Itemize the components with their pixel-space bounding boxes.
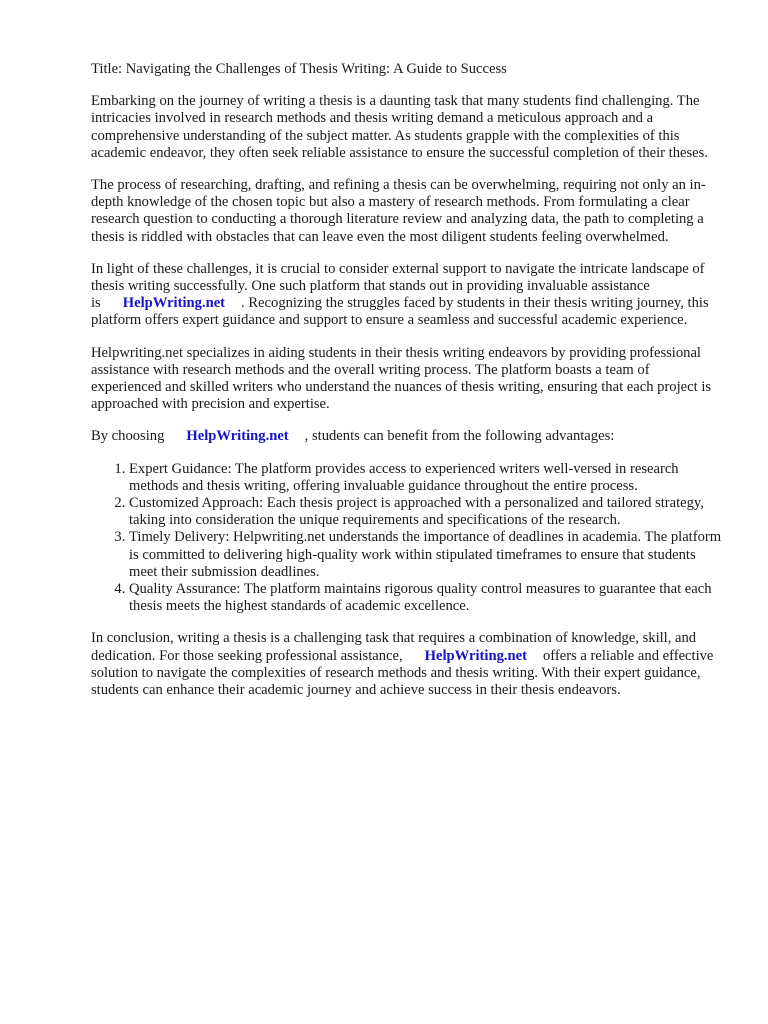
paragraph-challenges-text-before: In light of these challenges, it is crucial to consider external support to navigate the intricate landscape of thesis writing successfully. One such platform that stands out in providing invaluable assistance is — [91, 260, 705, 312]
paragraph-choosing-text-after: , students can benefit from the following advantages: — [304, 428, 615, 445]
paragraph-intro: Embarking on the journey of writing a thesis is a daunting task that many students find challenging. The intricacies involved in research methods and thesis writing demand a meticulous approach and a comprehensive understanding of the subject matter. As students grapple with the complexities of this academic endeavor, they often seek reliable assistance to ensure the successful completion of their theses. — [91, 93, 708, 161]
paragraph-choosing-text-before: By choosing — [91, 428, 165, 445]
helpwriting-link-1[interactable]: HelpWriting.net — [122, 295, 226, 312]
paragraph-conclusion-text-before: In conclusion, writing a thesis is a challenging task that requires a combination of knowledge, skill, and dedication. For those seeking professional assistance, — [91, 630, 697, 664]
advantages-list — [91, 461, 722, 616]
document-title: Title: Navigating the Challenges of Thesis Writing: A Guide to Success — [91, 61, 507, 77]
helpwriting-link-2[interactable]: HelpWriting.net — [186, 428, 289, 445]
paragraph-conclusion-text-after: offers a reliable and effective solution to navigate the complexities of research methods and thesis writing. With their expert guidance, students can enhance their academic journey and achieve success in their thesis endeavors. — [91, 647, 714, 699]
advantage-item-quality-assurance: 4. Quality Assurance: The platform maintains rigorous quality control measures to guarantee that each thesis meets the highest standards of academic excellence. — [129, 581, 722, 615]
advantage-item-timely-delivery: 3. Timely Delivery: Helpwriting.net understands the importance of deadlines in academia. The platform is committed to delivering high-quality work within stipulated timeframes to ensure that students meet their submission deadlines. — [129, 529, 722, 581]
advantage-item-expert-guidance: 1. Expert Guidance: The platform provides access to experienced writers well-versed in research methods and thesis writing, offering invaluable guidance throughout the entire process. — [129, 461, 722, 495]
paragraph-conclusion — [91, 630, 722, 699]
paragraph-challenges-text-after: . Recognizing the struggles faced by students in their thesis writing journey, this platform offers expert guidance and support to ensure a seamless and successful academic experience. — [91, 295, 709, 329]
helpwriting-link-3[interactable]: HelpWriting.net — [424, 647, 527, 664]
paragraph-challenges — [91, 261, 722, 330]
paragraph-specializes: Helpwriting.net specializes in aiding students in their thesis writing endeavors by providing professional assistance with research methods and the overall writing process. The platform boasts a team of experienced and skilled writers who understand the nuances of thesis writing, ensuring that each project is approached with precision and expertise. — [91, 344, 712, 413]
paragraph-process: The process of researching, drafting, and refining a thesis can be overwhelming, requiring not only an in-depth knowledge of the chosen topic but also a mastery of research methods. From formulating a clear research question to conducting a thorough literature review and analyzing data, the path to completing a thesis is riddled with obstacles that can leave even the most diligent students feeling overwhelmed. — [91, 177, 706, 245]
paragraph-choosing — [91, 428, 722, 445]
advantage-item-customized-approach: 2. Customized Approach: Each thesis project is approached with a personalized and tailored strategy, taking into consideration the unique requirements and specifications of the research. — [129, 495, 722, 529]
